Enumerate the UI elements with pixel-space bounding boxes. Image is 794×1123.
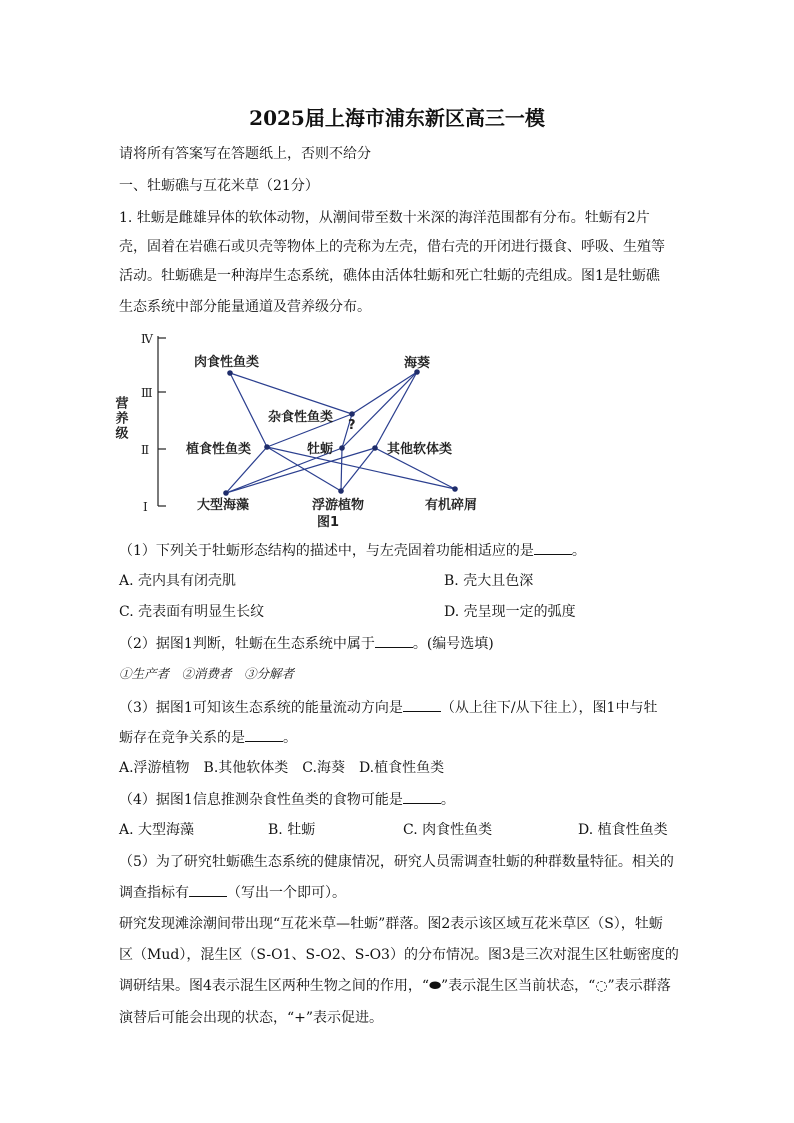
intro-line-3: 活动。牡蛎礁是一种海岸生态系统，礁体由活体牡蛎和死亡牡蛎的壳组成。图1是牡蛎礁 <box>119 268 660 284</box>
label-omnivore-fish: 杂食性鱼类 <box>268 410 334 425</box>
node-herbivore-fish <box>264 444 270 450</box>
intro-line-2: 壳，固着在岩礁石或贝壳等物体上的壳称为左壳，借右壳的开闭进行摄食、呼吸、生殖等 <box>119 239 665 255</box>
node-other-mollusks <box>372 445 378 451</box>
q5-line-1: （5）为了研究牡蛎礁生态系统的健康情况，研究人员需调查牡蛎的种群数量特征。相关的 <box>119 854 674 870</box>
q4-stem-text: （4）据图1信息推测杂食性鱼类的食物可能是 <box>119 792 403 808</box>
label-question-mark: ? <box>348 418 356 433</box>
q4-stem-end: 。 <box>440 792 455 808</box>
q5-line2-end: （写出一个即可）。 <box>227 885 346 901</box>
label-oyster: 牡蛎 <box>307 442 334 457</box>
figure-caption: 图1 <box>317 515 340 530</box>
food-web-figure <box>112 326 492 532</box>
q3-answer-blank-1[interactable] <box>403 697 441 712</box>
page-title: 2025届上海市浦东新区高三一模 <box>249 106 545 130</box>
intro-line-1: 1. 牡蛎是雌雄异体的软体动物，从潮间带至数十米深的海洋范围都有分布。牡蛎有2片 <box>119 210 650 226</box>
node-oyster <box>339 445 345 451</box>
q1-stem <box>119 540 586 561</box>
q4-stem <box>119 789 455 810</box>
q3-answer-blank-2[interactable] <box>245 727 283 742</box>
q2-answer-blank[interactable] <box>375 633 413 648</box>
outro-line-2: 区（Mud），混生区（S-O1、S-O2、S-O3）的分布情况。图3是三次对混生区牡蛎密度的 <box>119 947 679 963</box>
label-carnivore-fish: 肉食性鱼类 <box>194 355 260 370</box>
q1-option-c: C. 壳表面有明显生长纹 <box>119 604 265 620</box>
level-2-label: Ⅱ <box>141 443 150 457</box>
q4-option-b: B. 牡蛎 <box>268 822 316 838</box>
section-title: 一、牡蛎礁与互花米草（21分） <box>119 178 319 194</box>
q1-option-b: B. 壳大且色深 <box>444 573 534 589</box>
q3-line1-end: （从上往下/从下往上），图1中与牡 <box>440 700 658 716</box>
q3-line-1 <box>119 697 657 718</box>
label-herbivore-fish: 植食性鱼类 <box>186 442 252 457</box>
q3-options: A.浮游植物 B.其他软体类 C.海葵 D.植食性鱼类 <box>119 760 445 776</box>
label-other-mollusks: 其他软体类 <box>387 442 453 457</box>
label-macroalgae: 大型海藻 <box>197 498 250 513</box>
node-macroalgae <box>223 490 229 496</box>
intro-line-4: 生态系统中部分能量通道及营养级分布。 <box>119 299 371 315</box>
outro-line-1: 研究发现滩涂潮间带出现“互花米草—牡蛎”群落。图2表示该区域互花米草区（S），牡蛎 <box>119 916 663 932</box>
q2-stem-end: 。(编号选填) <box>412 636 494 652</box>
level-3-label: Ⅲ <box>141 386 153 400</box>
q2-stem <box>119 633 494 654</box>
web-nodes <box>223 369 458 496</box>
q1-stem-end: 。 <box>571 543 586 559</box>
q1-stem-text: （1）下列关于牡蛎形态结构的描述中，与左壳固着功能相适应的是 <box>119 543 534 559</box>
node-carnivore-fish <box>227 370 233 376</box>
label-sea-anemone: 海葵 <box>404 356 431 371</box>
q4-option-d: D. 植食性鱼类 <box>578 822 668 838</box>
q1-option-a: A. 壳内具有闭壳肌 <box>119 573 237 589</box>
q4-option-c: C. 肉食性鱼类 <box>403 822 493 838</box>
energy-links <box>226 372 455 493</box>
q3-line1-text: （3）据图1可知该生态系统的能量流动方向是 <box>119 700 403 716</box>
outro-line-4: 演替后可能会出现的状态，“+”表示促进。 <box>119 1010 384 1026</box>
node-omnivore-fish <box>349 411 355 417</box>
q5-line2-text: 调查指标有 <box>119 885 189 901</box>
q5-answer-blank[interactable] <box>189 882 227 897</box>
q2-choices: ①生产者 ②消费者 ③分解者 <box>119 666 295 681</box>
q4-answer-blank[interactable] <box>403 789 441 804</box>
node-plankton-plants <box>338 488 344 494</box>
q3-line-2 <box>119 727 297 748</box>
q5-line-2 <box>119 882 346 903</box>
level-1-label: Ⅰ <box>143 500 148 514</box>
q1-option-d: D. 壳呈现一定的弧度 <box>444 604 576 620</box>
label-organic-detritus: 有机碎屑 <box>425 498 478 513</box>
axis-label: 营养级 <box>112 396 128 441</box>
level-4-label: Ⅳ <box>141 332 153 346</box>
q2-stem-text: （2）据图1判断，牡蛎在生态系统中属于 <box>119 636 375 652</box>
outro-line-3: 调研结果。图4表示混生区两种生物之间的作用，“⬬”表示混生区当前状态，“◌”表示群落 <box>119 978 671 994</box>
q3-line2-end: 。 <box>283 730 297 746</box>
q3-line2-text: 蛎存在竞争关系的是 <box>119 730 245 746</box>
node-organic-detritus <box>452 486 458 492</box>
q4-option-a: A. 大型海藻 <box>119 822 195 838</box>
label-plankton-plants: 浮游植物 <box>312 498 365 513</box>
q1-answer-blank[interactable] <box>534 540 572 555</box>
instruction-text: 请将所有答案写在答题纸上，否则不给分 <box>119 146 371 162</box>
